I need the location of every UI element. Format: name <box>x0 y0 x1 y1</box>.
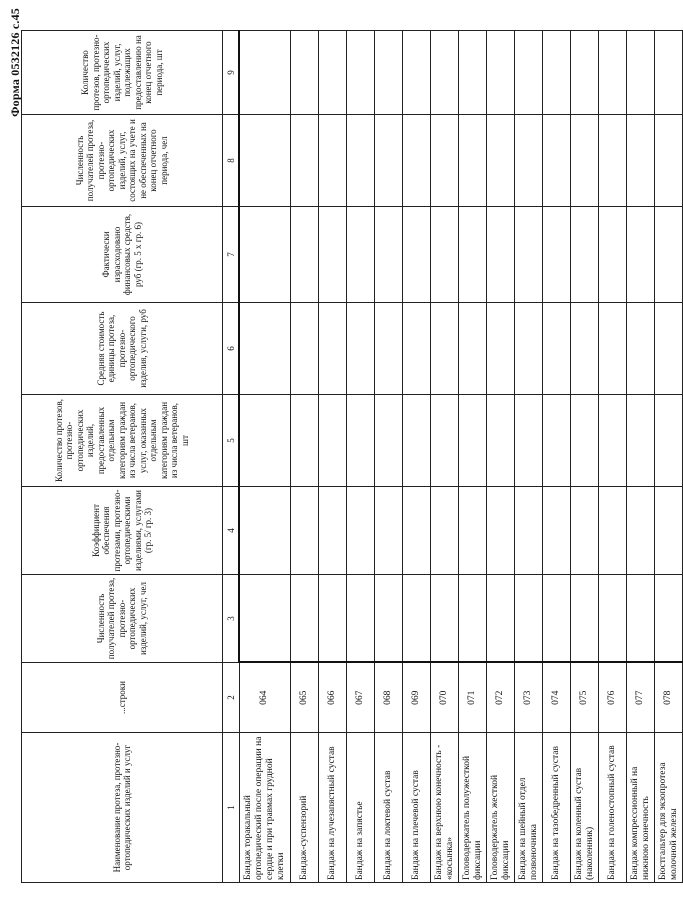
data-cell[interactable] <box>599 487 627 575</box>
data-cell[interactable] <box>599 575 627 663</box>
data-cell[interactable] <box>459 31 487 115</box>
col-header-recipients: Численность получателей протеза, протезно-ортопедических изделий, услуг, чел <box>22 575 223 663</box>
data-cell[interactable] <box>655 303 683 395</box>
table-row <box>375 31 403 883</box>
col-number: 4 <box>223 487 240 575</box>
data-cell[interactable] <box>431 395 459 487</box>
data-cell[interactable] <box>319 303 347 395</box>
data-cell[interactable] <box>571 207 599 303</box>
col-number: 1 <box>223 733 240 883</box>
table-row <box>515 31 543 883</box>
data-cell[interactable] <box>515 115 543 207</box>
data-cell[interactable] <box>515 395 543 487</box>
data-cell[interactable] <box>431 31 459 115</box>
data-cell[interactable] <box>403 395 431 487</box>
data-cell[interactable] <box>347 575 375 663</box>
row-code: 071 <box>459 663 487 733</box>
data-cell[interactable] <box>627 31 655 115</box>
col-header-spent-funds: Фактически израсходовано финансовых средств, руб (гр. 5 х гр. 6) <box>22 207 223 303</box>
row-name: Бандаж на тазобедренный сустав <box>543 733 571 883</box>
form-label: Форма 0532126 с.45 <box>8 8 22 117</box>
row-code: 068 <box>375 663 403 733</box>
row-code: 065 <box>291 663 319 733</box>
data-cell[interactable] <box>655 575 683 663</box>
data-cell[interactable] <box>487 395 515 487</box>
data-cell[interactable] <box>431 487 459 575</box>
col-header-code: ...строки <box>22 663 223 733</box>
data-cell[interactable] <box>515 207 543 303</box>
data-cell[interactable] <box>655 31 683 115</box>
data-cell[interactable] <box>571 395 599 487</box>
table-row <box>291 31 319 883</box>
row-name: Бандаж на плечевой сустав <box>403 733 431 883</box>
row-name: Бандаж на локтевой сустав <box>375 733 403 883</box>
header-row <box>22 31 223 883</box>
data-cell[interactable] <box>627 575 655 663</box>
data-cell[interactable] <box>319 575 347 663</box>
row-name: Бандаж на запястье <box>347 733 375 883</box>
data-cell[interactable] <box>431 575 459 663</box>
row-name: Головодержатель жесткой фиксации <box>487 733 515 883</box>
data-cell[interactable] <box>655 395 683 487</box>
data-cell[interactable] <box>403 115 431 207</box>
table-body <box>239 31 683 883</box>
row-code: 069 <box>403 663 431 733</box>
data-cell[interactable] <box>291 207 319 303</box>
data-cell[interactable] <box>599 395 627 487</box>
row-code: 066 <box>319 663 347 733</box>
data-cell[interactable] <box>459 575 487 663</box>
data-cell[interactable] <box>459 487 487 575</box>
row-code: 075 <box>571 663 599 733</box>
data-cell[interactable] <box>459 395 487 487</box>
data-cell[interactable] <box>375 395 403 487</box>
table-row <box>347 31 375 883</box>
col-header-name: Наименование протеза, протезно-ортопедических изделий и услуг <box>22 733 223 883</box>
table-row <box>599 31 627 883</box>
data-cell[interactable] <box>239 303 291 395</box>
table-row <box>403 31 431 883</box>
data-cell[interactable] <box>515 487 543 575</box>
data-cell[interactable] <box>487 207 515 303</box>
data-cell[interactable] <box>319 31 347 115</box>
data-cell[interactable] <box>543 303 571 395</box>
data-cell[interactable] <box>543 115 571 207</box>
data-cell[interactable] <box>515 31 543 115</box>
data-cell[interactable] <box>239 207 291 303</box>
data-cell[interactable] <box>543 487 571 575</box>
data-cell[interactable] <box>239 115 291 207</box>
data-cell[interactable] <box>487 575 515 663</box>
data-cell[interactable] <box>487 487 515 575</box>
data-cell[interactable] <box>431 303 459 395</box>
data-cell[interactable] <box>291 487 319 575</box>
col-number: 7 <box>223 207 240 303</box>
data-cell[interactable] <box>627 487 655 575</box>
data-cell[interactable] <box>655 487 683 575</box>
row-code: 072 <box>487 663 515 733</box>
data-cell[interactable] <box>347 303 375 395</box>
data-cell[interactable] <box>627 303 655 395</box>
data-cell[interactable] <box>319 115 347 207</box>
data-cell[interactable] <box>599 31 627 115</box>
row-code: 070 <box>431 663 459 733</box>
data-cell[interactable] <box>459 303 487 395</box>
data-cell[interactable] <box>459 207 487 303</box>
col-number: 9 <box>223 31 240 115</box>
data-cell[interactable] <box>459 115 487 207</box>
data-cell[interactable] <box>291 115 319 207</box>
col-number: 2 <box>223 663 240 733</box>
table-row <box>459 31 487 883</box>
row-code: 077 <box>627 663 655 733</box>
row-name: Головодержатель полужесткой фиксации <box>459 733 487 883</box>
data-cell[interactable] <box>515 575 543 663</box>
data-cell[interactable] <box>599 207 627 303</box>
data-cell[interactable] <box>347 487 375 575</box>
data-cell[interactable] <box>515 303 543 395</box>
data-cell[interactable] <box>403 207 431 303</box>
table-row <box>543 31 571 883</box>
report-table <box>21 30 683 883</box>
table-row <box>487 31 515 883</box>
data-cell[interactable] <box>571 31 599 115</box>
data-cell[interactable] <box>403 31 431 115</box>
data-cell[interactable] <box>375 575 403 663</box>
data-cell[interactable] <box>347 395 375 487</box>
data-cell[interactable] <box>347 207 375 303</box>
data-cell[interactable] <box>319 207 347 303</box>
table-row <box>239 31 291 883</box>
table-row <box>431 31 459 883</box>
row-code: 064 <box>239 663 291 733</box>
data-cell[interactable] <box>599 115 627 207</box>
data-cell[interactable] <box>291 575 319 663</box>
data-cell[interactable] <box>347 31 375 115</box>
row-name: Бандаж компрессионный на нижнюю конечность <box>627 733 655 883</box>
data-cell[interactable] <box>431 115 459 207</box>
col-number: 3 <box>223 575 240 663</box>
data-cell[interactable] <box>375 207 403 303</box>
row-name: Бандаж на голеностопный сустав <box>599 733 627 883</box>
data-cell[interactable] <box>571 115 599 207</box>
col-number: 5 <box>223 395 240 487</box>
data-cell[interactable] <box>627 115 655 207</box>
table-row <box>319 31 347 883</box>
data-cell[interactable] <box>239 575 291 663</box>
row-code: 078 <box>655 663 683 733</box>
row-name: Бандаж торакальный ортопедический после операции на сердце и при травмах грудной клетки <box>239 733 291 883</box>
col-header-unserved-recipients: Численность получателей протеза, протезно-ортопедических изделий, услуг, состоящих на учете и не обеспеченных на конец отчетного периода, чел <box>22 115 223 207</box>
data-cell[interactable] <box>655 207 683 303</box>
row-name: Бандаж на лучезапястный сустав <box>319 733 347 883</box>
row-code: 076 <box>599 663 627 733</box>
row-code: 073 <box>515 663 543 733</box>
row-code: 074 <box>543 663 571 733</box>
data-cell[interactable] <box>627 207 655 303</box>
data-cell[interactable] <box>655 115 683 207</box>
data-cell[interactable] <box>543 395 571 487</box>
table-row <box>627 31 655 883</box>
data-cell[interactable] <box>543 31 571 115</box>
row-code: 067 <box>347 663 375 733</box>
table-row <box>655 31 683 883</box>
data-cell[interactable] <box>291 303 319 395</box>
data-cell[interactable] <box>239 395 291 487</box>
row-name: Бандаж на верхнюю конечность - «косынка» <box>431 733 459 883</box>
data-cell[interactable] <box>571 303 599 395</box>
data-cell[interactable] <box>403 303 431 395</box>
col-number: 6 <box>223 303 240 395</box>
data-cell[interactable] <box>487 303 515 395</box>
data-cell[interactable] <box>403 575 431 663</box>
data-cell[interactable] <box>239 487 291 575</box>
data-cell[interactable] <box>571 487 599 575</box>
data-cell[interactable] <box>319 487 347 575</box>
data-cell[interactable] <box>375 31 403 115</box>
data-cell[interactable] <box>291 395 319 487</box>
col-number: 8 <box>223 115 240 207</box>
row-name: Бандаж-суспензорий <box>291 733 319 883</box>
col-header-items-due: Количество протезов, протезно-ортопедических изделий, услуг, подлежащих предоставлению на конец отчетного периода, шт <box>22 31 223 115</box>
data-cell[interactable] <box>375 487 403 575</box>
data-cell[interactable] <box>487 115 515 207</box>
data-cell[interactable] <box>487 31 515 115</box>
data-cell[interactable] <box>543 207 571 303</box>
data-cell[interactable] <box>571 575 599 663</box>
data-cell[interactable] <box>375 303 403 395</box>
column-number-row <box>223 31 240 883</box>
col-header-quantity-provided: Количество протезов, протезно-ортопедических изделий, предоставленных отдельным категориям граждан из числа ветеранов, услуг, оказанных отдельным категориям граждан из числа ветеранов, шт <box>22 395 223 487</box>
row-name: Бандаж на коленный сустав (наколенник) <box>571 733 599 883</box>
data-cell[interactable] <box>431 207 459 303</box>
data-cell[interactable] <box>375 115 403 207</box>
data-cell[interactable] <box>543 575 571 663</box>
col-header-average-cost: Средняя стоимость единицы протеза, протезно-ортопедического изделия, услуги, руб <box>22 303 223 395</box>
data-cell[interactable] <box>319 395 347 487</box>
data-cell[interactable] <box>627 395 655 487</box>
data-cell[interactable] <box>599 303 627 395</box>
col-header-coefficient: Коэффициент обеспечения протезами, протезно-ортопедическими изделиями, услугами (гр. 5/ гр. 3) <box>22 487 223 575</box>
data-cell[interactable] <box>291 31 319 115</box>
row-name: Бюстгальтер для экзопротеза молочной железы <box>655 733 683 883</box>
row-name: Бандаж на шейный отдел позвоночника <box>515 733 543 883</box>
table-row <box>571 31 599 883</box>
data-cell[interactable] <box>239 31 291 115</box>
data-cell[interactable] <box>347 115 375 207</box>
data-cell[interactable] <box>403 487 431 575</box>
